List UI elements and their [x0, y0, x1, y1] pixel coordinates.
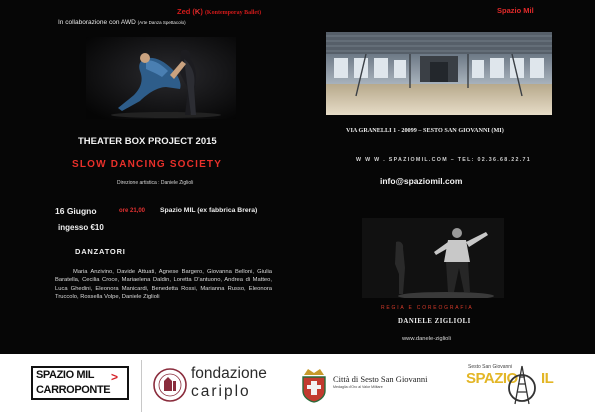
spaziomil-logo-left: SPAZIO — [466, 370, 518, 387]
collaboration-main: In collaborazione con AWD — [58, 19, 136, 26]
footer-divider — [141, 360, 142, 412]
ticket-price: ingesso €10 — [58, 223, 104, 232]
collaboration-line — [58, 19, 186, 26]
cariplo-label: cariplo — [191, 383, 251, 400]
venue-title: Spazio Mil — [497, 6, 534, 15]
company-close: ) — [200, 7, 203, 16]
web-and-phone: W W W . SPAZIOMIL.COM – TEL: 02.36.68.22.71 — [356, 157, 532, 163]
venue-address: VIA GRANELLI 1 - 20099 – SESTO SAN GIOVANNI (MI) — [346, 127, 504, 134]
company-k: K — [194, 7, 201, 16]
spazio-mil-carroponte-logo — [31, 366, 129, 400]
logo-arrow: > — [111, 370, 119, 384]
event-venue: Spazio MIL (ex fabbrica Brera) — [160, 207, 258, 214]
contact-email: info@spaziomil.com — [380, 176, 463, 186]
event-time: ore 21,00 — [119, 208, 146, 214]
spaziomil-tower-icon — [506, 364, 538, 406]
direction-label: REGIA E COREOGRAFIA — [381, 305, 474, 311]
sponsor-footer — [0, 354, 595, 420]
company-prefix: Zed ( — [177, 7, 195, 16]
fondazione-label: fondazione — [191, 365, 267, 382]
choreographer-photo — [362, 218, 504, 298]
event-date: 16 Giugno — [55, 206, 97, 216]
logo-line-1: SPAZIO MIL — [36, 369, 95, 381]
fondazione-cariplo-emblem-icon — [152, 367, 188, 403]
project-title: THEATER BOX PROJECT 2015 — [78, 136, 217, 147]
spaziomil-logo-right: IL — [541, 370, 554, 387]
show-title: SLOW DANCING SOCIETY — [72, 159, 223, 170]
company-name — [177, 7, 261, 16]
dancers-list: Maria Anzivino, Davide Attuati, Agnese Bargero, Giovanna Belloni, Giulia Baratella, Cecilia Croce, Mariaelena Daldin, Loretta D'antuono, Andrea di Matteo, Luca Ghedini, Eleonora Manicardi, Benedetta Rossi, Marianna Russo, Eleonora Truccolo, Rossella Volpe, Daniele Ziglioli — [55, 269, 272, 301]
choreographer-website: www.danele-ziglioli — [402, 336, 451, 342]
company-subtitle: (Kontemporay Ballet) — [204, 10, 262, 16]
venue-photo — [326, 32, 552, 115]
dancers-heading: DANZATORI — [75, 247, 126, 256]
collaboration-note: (Arte Danza Spettacolo) — [137, 20, 186, 25]
logo-line-2: CARROPONTE — [36, 384, 111, 396]
choreographer-name: DANIELE ZIGLIOLI — [398, 318, 471, 325]
citta-title: Città di Sesto San Giovanni — [333, 374, 428, 384]
dancers-photo — [86, 37, 236, 119]
artistic-direction: Direzione artistica : Daniele Ziglioli — [117, 180, 194, 186]
sesto-san-giovanni-crest-icon — [300, 367, 328, 403]
citta-subtitle: Medaglia d'Oro al Valor Militare — [333, 385, 383, 389]
spaziomil-tagline: Sesto San Giovanni — [468, 364, 513, 370]
